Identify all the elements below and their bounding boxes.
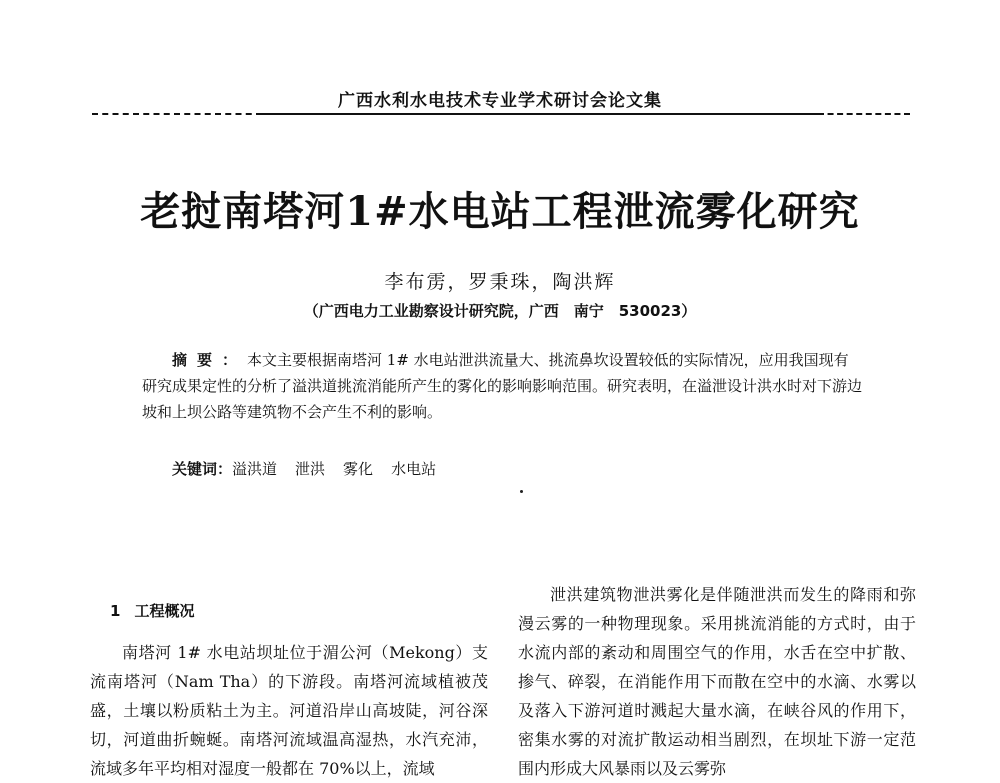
section-title: 工程概况 — [134, 602, 195, 620]
header-rule-right — [818, 113, 910, 115]
abstract-text: 本文主要根据南塔河 1# 水电站泄洪流量大、挑流鼻坎设置较低的实际情况，应用我国现有研究成果定性的分析了溢洪道挑流消能所产生的雾化的影响影响范围。研究表明，在溢泄设计洪水时对下游边坡和上坝公路等建筑物不会产生不利的影响。 — [142, 351, 863, 421]
left-column — [90, 638, 488, 783]
paper-title: 老挝南塔河1#水电站工程泄流雾化研究 — [140, 188, 860, 235]
abstract — [142, 347, 862, 425]
authors: 李布雳，罗秉珠，陶洪辉 — [384, 271, 616, 293]
keyword: 雾化 — [343, 460, 374, 478]
body-paragraph: 南塔河 1# 水电站坝址位于湄公河（Mekong）支流南塔河（Nam Tha）的下游段。南塔河流域植被茂盛，土壤以粉质粘土为主。河道沿岸山高坡陡，河谷深切，河道曲折蜿蜒。南塔河流域温高湿热，水汽充沛，流域多年平均相对湿度一般都在 70%以上，流域 — [90, 643, 488, 778]
keywords-label: 关键词： — [172, 460, 233, 478]
section-heading — [110, 600, 194, 621]
header-rule — [260, 113, 820, 115]
affiliation: （广西电力工业勘察设计研究院，广西 南宁 530023） — [303, 302, 697, 320]
running-header: 广西水利水电技术专业学术研讨会论文集 — [338, 91, 662, 111]
right-column — [518, 580, 916, 783]
keywords — [172, 458, 454, 479]
abstract-label: 摘要： — [172, 351, 248, 369]
keyword: 泄洪 — [295, 460, 326, 478]
body-paragraph: 泄洪建筑物泄洪雾化是伴随泄洪而发生的降雨和弥漫云雾的一种物理现象。采用挑流消能的方式时，由于水流内部的紊动和周围空气的作用，水舌在空中扩散、掺气、碎裂，在消能作用下而散在空中的水滴、水雾以及落入下游河道时溅起大量水滴，在峡谷风的作用下，密集水雾的对流扩散运动相当剧烈，在坝址下游一定范围内形成大风暴雨以及云雾弥 — [518, 585, 916, 778]
header-rule-left — [92, 113, 262, 115]
section-number: 1 — [110, 602, 121, 620]
keyword: 溢洪道 — [232, 460, 278, 478]
keyword: 水电站 — [391, 460, 437, 478]
stray-dot — [520, 490, 523, 493]
